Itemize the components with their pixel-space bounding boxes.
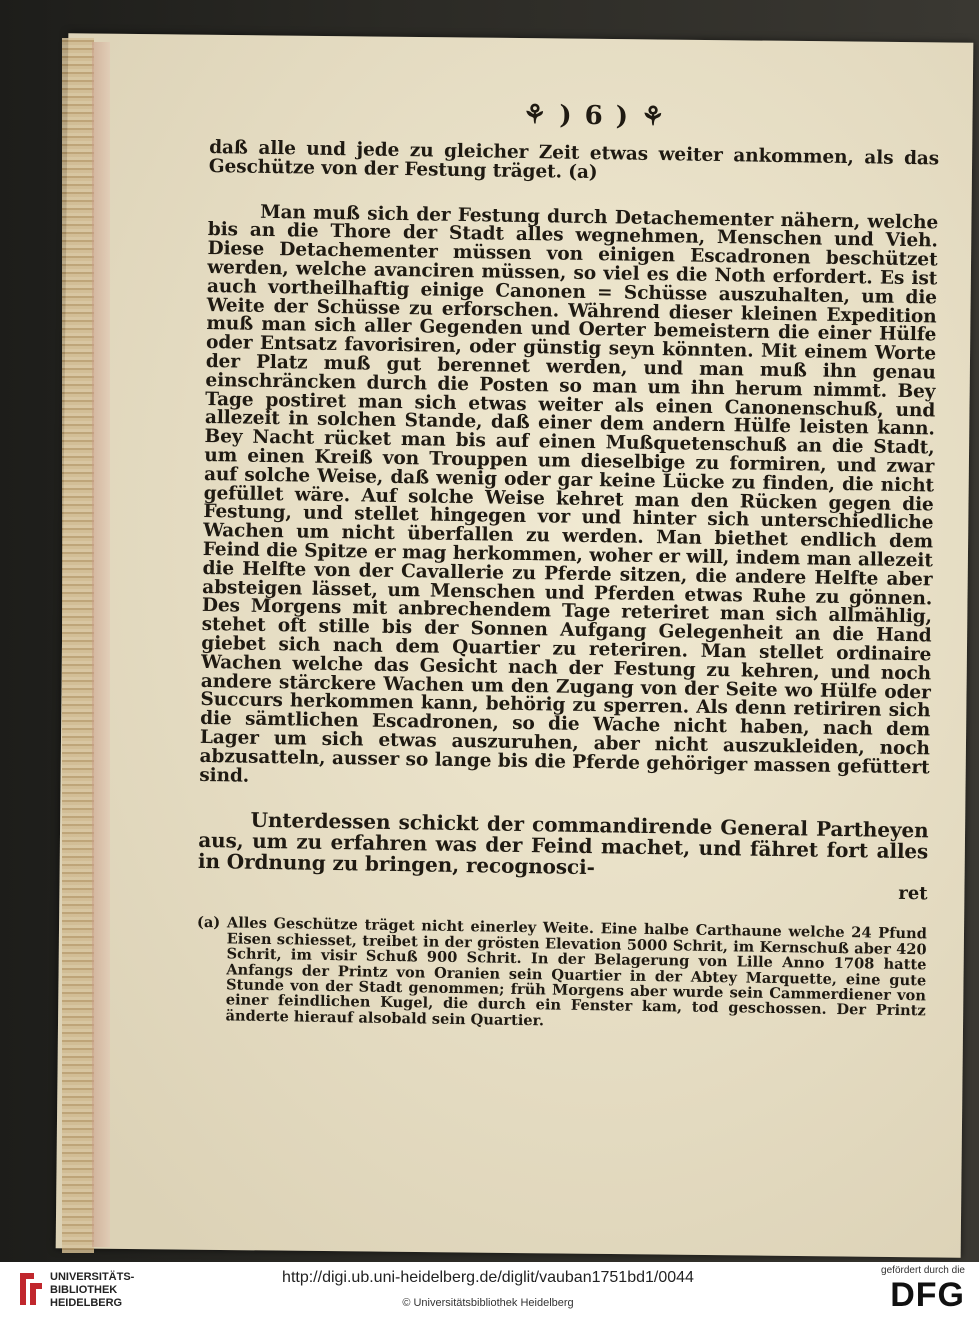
footer-bar [0, 1262, 979, 1322]
copyright-text: © Universitätsbibliothek Heidelberg [402, 1297, 574, 1309]
logo-line-1: UNIVERSITÄTS- [50, 1271, 135, 1283]
dfg-logo[interactable] [855, 1265, 965, 1319]
paragraph-2: Man muß sich der Festung durch Detachementer nähern, welche bis an die Thore der Stadt alles wegnehmen, Menschen und Vieh. Diese Detachementer müssen von einigen Escadronen beschützet werden, welche avanciren müssen, so viel es die Noth erfordert. Es ist auch vortheilhaftig einige Canonen = Schüsse auszuhalten, um die Weite der Schüsse zu erforschen. Während dieser kleinen Expedition muß man sich aller Gegenden und Oerter bemeistern die einer Hülfe oder Entsatz favorisiren, oder günstig seyn könnten. Mit einem Worte der Platz muß gut berennet werden, und man muß ihn genau einschräncken durch die Posten so man um ihn herum nimmt. Bey Tage postiret man sich etwas weiter als einen Canonenschuß, und allezeit in solchen Stande, daß einer dem andern Hülfe leisten kann. Bey Nacht rücket man bis auf einen Mußquetenschuß an die Stadt, um einen Kreiß von Trouppen um dieselbige zu formiren, und zwar auf solche Weise, daß wenig oder gar keine Lücke zu finden, die nicht gefüllet wäre. Auf solche Weise kehret man den Rücken gegen die Festung, und stellet hingegen vor und hinter sich unterschiedliche Wachen um nicht überfallen zu werden. Man biethet endlich dem Feind die Spitze er mag herkommen, woher er will, indem man allezeit die Helfte von der Cavallerie zu Pferde sitzen, die andere Helfte aber absteigen lässet, um Menschen und Pferden etwas Ruhe zu gönnen. Des Morgens mit anbrechendem Tage reteriret man sich allmählig, stehet oft stille bis der Sonnen Aufgang Gelegenheit an die Hand giebet sich nach dem Quartier zu reteriren. Man stellet ordinaire Wachen welche das Gesicht nach der Festung zu kehren, und noch andere stärckere Wachen um den Zugang von der Seite wo Hülfe oder Succurs herkommen kann, behörig zu sperren. Als denn retiriren sich die sämtlichen Escadronen, so die Wache nicht haben, nach dem Lager um sich etwas auszuruhen, aber nicht auszukleiden, noch abzusatteln, ausser so lange bis die Pferde gehöriger massen gefüttert sind. [199, 201, 939, 787]
catchword: ret [898, 883, 928, 905]
page-header: ⚘ ) 6 ) ⚘ [522, 99, 667, 133]
logo-line-2: BIBLIOTHEK [50, 1284, 118, 1296]
dfg-wordmark: DFG [890, 1276, 965, 1314]
logo-text [50, 1271, 134, 1310]
logo-line-3: HEIDELBERG [50, 1297, 123, 1309]
page-content [195, 95, 940, 1049]
paragraph-3: Unterdessen schickt der commandirende General Partheyen aus, um zu erfahren was der Feind machet, und fähret fort alles in Ordnung zu bringen, recognosci- [197, 808, 929, 880]
paragraph-1: daß alle und jede zu gleicher Zeit etwas weiter ankommen, als das Geschütze von der Festung träget. (a) [208, 136, 940, 183]
ub-logo-icon [16, 1269, 46, 1309]
funded-by-text: gefördert durch die [881, 1265, 965, 1276]
ub-heidelberg-logo[interactable] [16, 1269, 216, 1315]
page-edge-red [92, 42, 110, 1247]
page-edge [62, 38, 94, 1253]
permalink-url[interactable]: http://digi.ub.uni-heidelberg.de/diglit/vauban1751bd1/0044 [282, 1269, 694, 1286]
footnote: (a) Alles Geschütze träget nicht einerley Weite. Eine halbe Carthaune welche 24 Pfund Eisen schiesset, treibet in der grösten Elevation 5000 Schrit, im Kernschuß aber 420 Schrit, im visir Schuß 900 Schrit. In der Belagerung von Lille Anno 1708 hatte Anfangs der Printz von Oranien sein Quartier in der Abtey Marquette, eine gute Stunde von der Stadt genommen; früh Morgens aber wurde sein Cammerdiener von einer feindlichen Kugel, die durch ein Fenster kam, tod geschossen. Der Printz änderte hierauf alsobald sein Quartier. [196, 914, 928, 1030]
